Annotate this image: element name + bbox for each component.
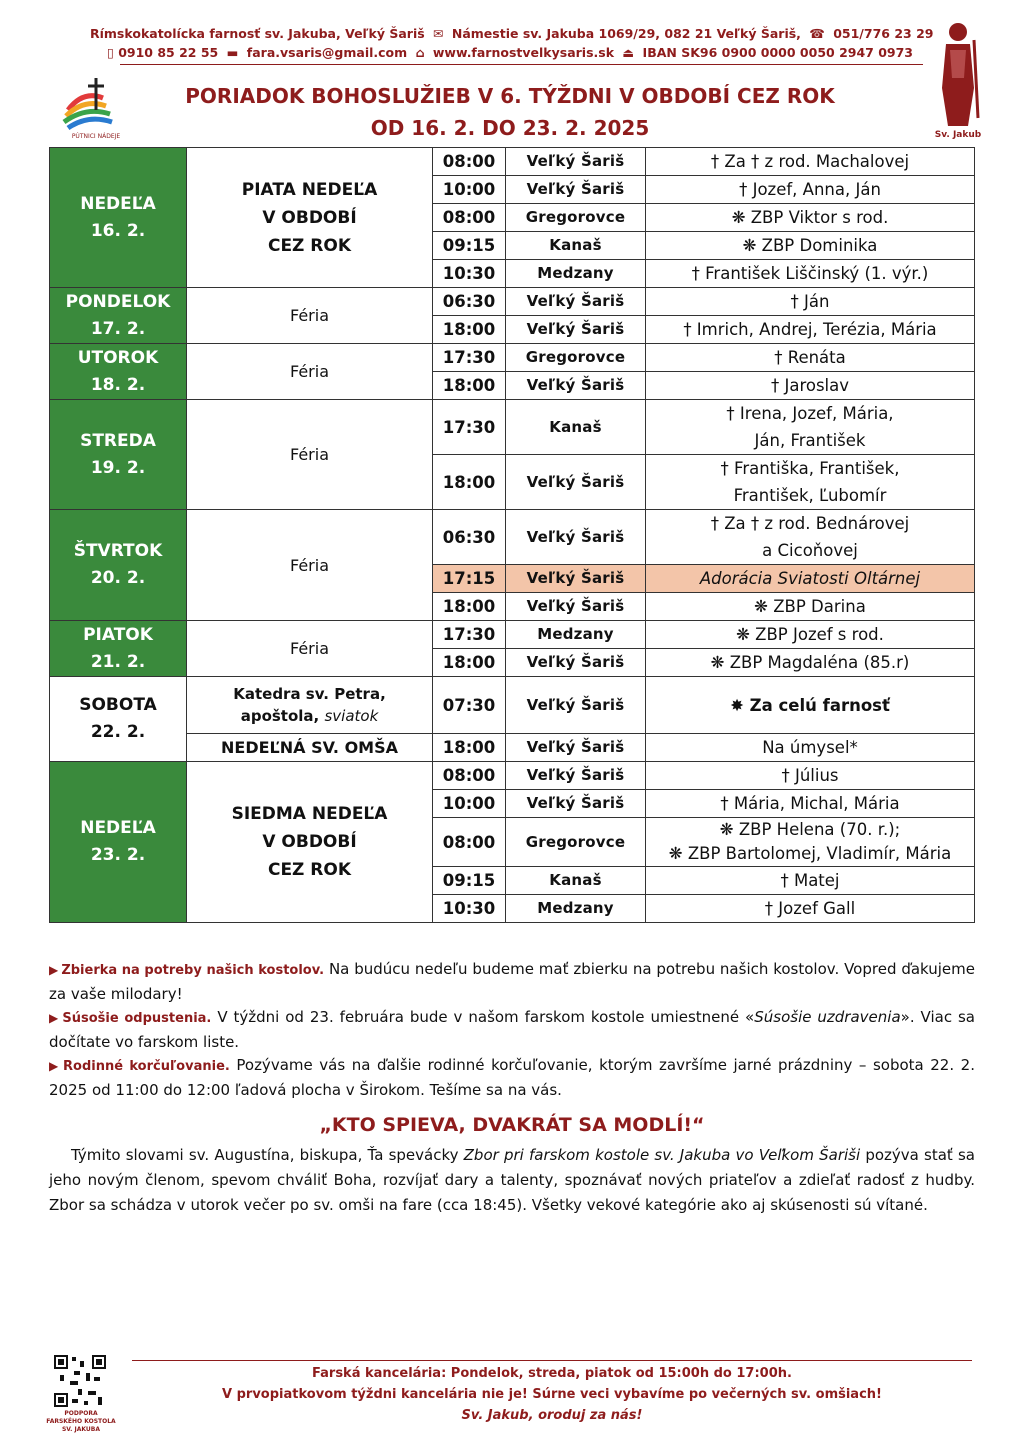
feast-cell: NEDEĽNÁ SV. OMŠA [187,734,433,762]
day-cell: NEDEĽA 16. 2. [50,148,187,288]
st-james-caption: Sv. Jakub [934,130,982,140]
mobile-icon: ▯ [106,45,114,60]
feast-cell: Féria [187,288,433,344]
parish-web[interactable]: www.farnostvelkysaris.sk [432,45,615,60]
announcement-text: ». Viac sa dočítate vo farskom liste. [49,1008,976,1051]
mass-intention: ✸ Za celú farnosť [646,677,975,734]
jubilee-caption: PÚTNICI NÁDEJE [71,133,121,140]
mass-time: 18:00 [433,593,506,621]
parish-header [90,24,934,62]
title-line-2: OD 16. 2. DO 23. 2. 2025 [370,116,650,140]
announcement-item [49,1054,975,1102]
mass-time: 17:30 [433,344,506,372]
mass-intention: Na úmysel* [646,734,975,762]
mass-time: 17:30 [433,400,506,455]
caret-right-icon: ▶ [49,1059,61,1073]
mass-time: 17:15 [433,565,506,593]
mass-intention: † František Liščinský (1. výr.) [646,260,975,288]
mass-time: 10:00 [433,790,506,818]
table-row [50,510,975,565]
mass-place: Veľký Šariš [506,176,646,204]
mass-intention: ❋ ZBP Dominika [646,232,975,260]
mass-place: Veľký Šariš [506,510,646,565]
mass-place: Veľký Šariš [506,288,646,316]
mass-intention: † Ján [646,288,975,316]
phone-icon: ☎ [809,26,825,41]
header-line-2 [90,43,930,62]
office-hours-footer [132,1363,972,1426]
mass-intention: † Za † z rod. Bednárovej a Cicoňovej [646,510,975,565]
mass-intention: † Matej [646,867,975,895]
feast-cell: Féria [187,400,433,510]
mass-intention: † Irena, Jozef, Mária, Ján, František [646,400,975,455]
parish-name: Rímskokatolícka farnosť sv. Jakuba, Veľký Šariš [90,26,425,41]
table-row [50,734,975,762]
announcements [49,958,975,1102]
mass-place: Kanaš [506,867,646,895]
table-row [50,400,975,455]
mass-intention: ❋ ZBP Helena (70. r.); ❋ ZBP Bartolomej, Vladimír, Mária [646,818,975,867]
page-title [150,80,870,144]
mass-schedule-table [49,147,975,923]
mass-intention: † Renáta [646,344,975,372]
mass-time: 18:00 [433,316,506,344]
mass-intention: † Jozef Gall [646,895,975,923]
mass-intention: † Jozef, Anna, Ján [646,176,975,204]
mass-intention: ❋ ZBP Darina [646,593,975,621]
table-row [50,148,975,176]
feast-cell: Katedra sv. Petra, apoštola, sviatok [187,677,433,734]
mass-intention: † Františka, František, František, Ľubomír [646,455,975,510]
feast-cell: PIATA NEDEĽA V OBDOBÍ CEZ ROK [187,148,433,288]
day-cell: PONDELOK 17. 2. [50,288,187,344]
jubilee-logo [48,70,138,140]
announcement-label: Súsošie odpustenia. [62,1011,212,1026]
mass-place: Veľký Šariš [506,148,646,176]
footer-line-3: Sv. Jakub, oroduj za nás! [461,1408,643,1423]
table-row [50,344,975,372]
day-cell: UTOROK 18. 2. [50,344,187,400]
mass-place: Gregorovce [506,344,646,372]
mass-time: 18:00 [433,649,506,677]
day-cell: STREDA 19. 2. [50,400,187,510]
mass-place: Medzany [506,621,646,649]
mass-time: 08:00 [433,204,506,232]
mass-place: Medzany [506,895,646,923]
choir-paragraph: Týmito slovami sv. Augustína, biskupa, Ťa spevácky Zbor pri farskom kostole sv. Jakuba vo Veľkom Šariši pozýva stať sa jeho novým členom, spevom chváliť Boha, rozvíjať dary a talenty, spoznávať nových priateľov a zdieľať radosť z hudby. Zbor sa schádza v utorok večer po sv. omši na fare (cca 18:45). Všetky vekové kategórie ako aj skúsenosti sú vítané. [49,1146,975,1214]
mass-place: Veľký Šariš [506,372,646,400]
mass-time: 08:00 [433,762,506,790]
mass-place: Veľký Šariš [506,677,646,734]
mass-place: Veľký Šariš [506,455,646,510]
mass-intention: † Za † z rod. Machalovej [646,148,975,176]
mass-time: 17:30 [433,621,506,649]
footer-divider [132,1360,972,1361]
mass-time: 06:30 [433,288,506,316]
day-cell: ŠTVRTOK 20. 2. [50,510,187,621]
mass-intention: † Imrich, Andrej, Terézia, Mária [646,316,975,344]
mass-place: Veľký Šariš [506,734,646,762]
announcement-label: Rodinné korčuľovanie. [63,1059,230,1074]
mass-place: Kanaš [506,400,646,455]
parish-phone: 051/776 23 29 [833,26,934,41]
mass-intention: ❋ ZBP Magdaléna (85.r) [646,649,975,677]
feast-cell: SIEDMA NEDEĽA V OBDOBÍ CEZ ROK [187,762,433,923]
mass-time: 18:00 [433,455,506,510]
parish-mobile: 0910 85 22 55 [118,45,219,60]
adoration-note: Adorácia Sviatosti Oltárnej [646,565,975,593]
day-cell: PIATOK 21. 2. [50,621,187,677]
mass-time: 07:30 [433,677,506,734]
announcement-text: Na budúcu nedeľu budeme mať zbierku na potrebu našich kostolov. Vopred ďakujeme za vaše milodary! [49,960,975,1003]
bank-icon: ⏏ [622,45,635,60]
choir-heading: „KTO SPIEVA, DVAKRÁT SA MODLÍ!“ [319,1114,705,1136]
table-row [50,762,975,790]
mass-intention: † Július [646,762,975,790]
table-row [50,288,975,316]
announcement-label: Zbierka na potreby našich kostolov. [61,963,325,978]
qr-code[interactable] [52,1353,108,1409]
mass-place: Veľký Šariš [506,762,646,790]
mass-time: 18:00 [433,372,506,400]
mass-place: Medzany [506,260,646,288]
feast-cell: Féria [187,510,433,621]
table-row [50,621,975,649]
footer-line-1: Farská kancelária: Pondelok, streda, piatok od 15:00h do 17:00h. [312,1366,792,1381]
mass-time: 08:00 [433,148,506,176]
footer-line-2: V prvopiatkovom týždni kancelária nie je! Súrne veci vybavíme po večerných sv. omšiach! [222,1387,882,1402]
mass-intention: ❋ ZBP Jozef s rod. [646,621,975,649]
mass-place: Veľký Šariš [506,790,646,818]
mass-time: 10:30 [433,260,506,288]
announcement-text-italic: Súsošie uzdravenia [754,1008,901,1026]
mass-place: Gregorovce [506,818,646,867]
mass-intention: ❋ ZBP Viktor s rod. [646,204,975,232]
feast-cell: Féria [187,621,433,677]
day-cell: SOBOTA 22. 2. [50,677,187,762]
title-line-1: PORIADOK BOHOSLUŽIEB V 6. TÝŽDNI V OBDOBÍ CEZ ROK [185,84,835,108]
mass-place: Gregorovce [506,204,646,232]
announcement-item [49,958,975,1006]
caret-right-icon: ▶ [49,1011,60,1025]
mass-place: Kanaš [506,232,646,260]
table-row [50,677,975,734]
mass-time: 10:00 [433,176,506,204]
header-divider [120,64,923,65]
day-cell: NEDEĽA 23. 2. [50,762,187,923]
mass-time: 09:15 [433,232,506,260]
mass-time: 10:30 [433,895,506,923]
parish-email[interactable]: fara.vsaris@gmail.com [246,45,408,60]
mass-time: 08:00 [433,818,506,867]
mass-time: 18:00 [433,734,506,762]
mass-intention: † Mária, Michal, Mária [646,790,975,818]
mail-icon: ✉ [433,26,444,41]
announcement-item [49,1006,975,1054]
mass-time: 06:30 [433,510,506,565]
mass-place: Veľký Šariš [506,593,646,621]
st-james-logo [928,18,988,148]
email-icon: ▬ [226,45,239,60]
mass-place: Veľký Šariš [506,316,646,344]
header-line-1 [90,24,934,43]
qr-caption: PODPORA FARSKÉHO KOSTOLA SV. JAKUBA [46,1410,116,1433]
caret-right-icon: ▶ [49,963,59,977]
announcement-text: V týždni od 23. februára bude v našom farskom kostole umiestnené « [217,1008,755,1026]
mass-intention: † Jaroslav [646,372,975,400]
announcement-text: Pozývame vás na ďalšie rodinné korčuľovanie, ktorým završíme jarné prázdniny – sobota 22. 2. 2025 od 11:00 do 12:00 ľadová plocha v Širokom. Tešíme sa na vás. [49,1056,975,1099]
parish-address: Námestie sv. Jakuba 1069/29, 082 21 Veľký Šariš, [451,26,801,41]
feast-cell: Féria [187,344,433,400]
mass-place: Veľký Šariš [506,649,646,677]
parish-iban: IBAN SK96 0900 0000 0050 2947 0973 [642,45,914,60]
mass-time: 09:15 [433,867,506,895]
mass-place: Veľký Šariš [506,565,646,593]
web-icon: ⌂ [415,45,425,60]
